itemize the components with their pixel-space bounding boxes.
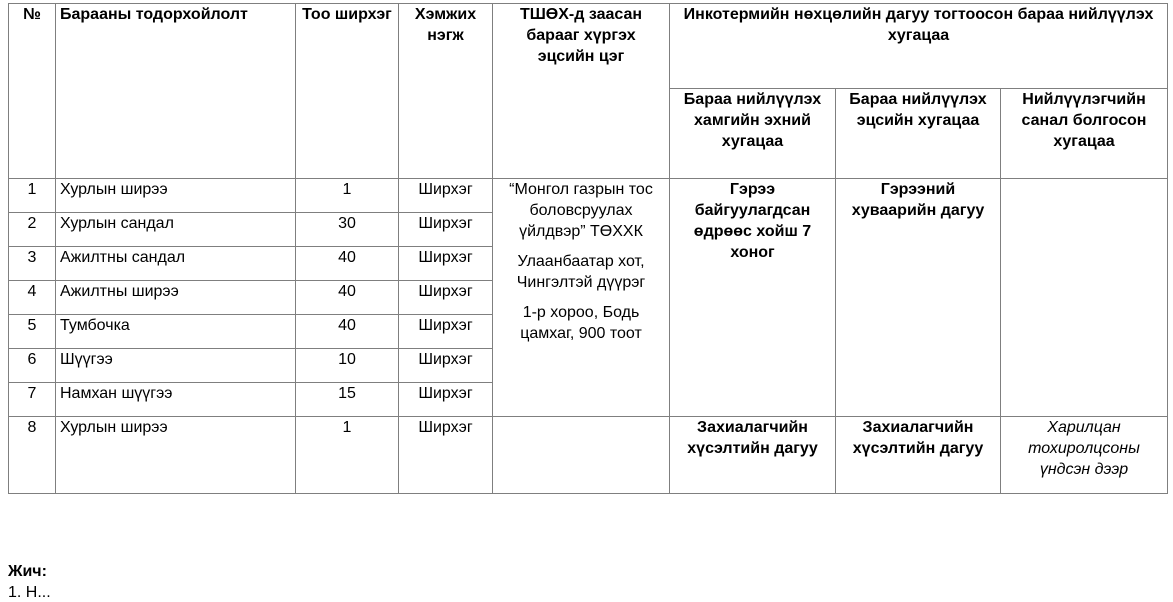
note-title: Жич:: [8, 563, 47, 580]
row-quantity: 40: [296, 247, 399, 281]
row-unit: Ширхэг: [399, 349, 493, 383]
row-no: 4: [9, 281, 56, 315]
row-quantity: 40: [296, 315, 399, 349]
row-quantity: 10: [296, 349, 399, 383]
delivery-city: Улаанбаатар хот, Чингэлтэй дүүрэг: [516, 253, 646, 291]
supplier-term-cell: [1001, 179, 1168, 417]
final-term-cell: Гэрээний хуваарийн дагуу: [836, 179, 1001, 417]
row-unit: Ширхэг: [399, 247, 493, 281]
row-8-final-term: Захиалагчийн хүсэлтийн дагуу: [836, 417, 1001, 494]
delivery-company: “Монгол газрын тос боловсруулах үйлдвэр” ТӨХХК: [509, 181, 653, 240]
row-quantity: 15: [296, 383, 399, 417]
row-no: 8: [9, 417, 56, 494]
note-first-line: 1. Н...: [8, 584, 51, 601]
row-description: Намхан шүүгээ: [56, 383, 296, 417]
row-description: Тумбочка: [56, 315, 296, 349]
header-no: №: [9, 4, 56, 179]
row-unit: Ширхэг: [399, 417, 493, 494]
row-description: Ажилтны сандал: [56, 247, 296, 281]
header-final: Бараа нийлүүлэх эцсийн хугацаа: [836, 89, 1001, 179]
row-quantity: 30: [296, 213, 399, 247]
row-quantity: 1: [296, 179, 399, 213]
delivery-address: 1-р хороо, Бодь цамхаг, 900 тоот: [520, 304, 642, 342]
row-no: 7: [9, 383, 56, 417]
row-unit: Ширхэг: [399, 179, 493, 213]
table-row: [9, 179, 1168, 213]
row-description: Ажилтны ширээ: [56, 281, 296, 315]
delivery-schedule-table: [8, 3, 1168, 494]
header-description: Барааны тодорхойлолт: [56, 4, 296, 179]
row-no: 2: [9, 213, 56, 247]
row-unit: Ширхэг: [399, 281, 493, 315]
header-unit: Хэмжих нэгж: [399, 4, 493, 179]
row-no: 6: [9, 349, 56, 383]
row-unit: Ширхэг: [399, 383, 493, 417]
row-no: 1: [9, 179, 56, 213]
header-supplier-proposed: Нийлүүлэгчийн санал болгосон хугацаа: [1001, 89, 1168, 179]
header-row-1: [9, 4, 1168, 89]
table-row: [9, 417, 1168, 494]
delivery-place-cell: [493, 179, 670, 417]
row-no: 3: [9, 247, 56, 281]
row-no: 5: [9, 315, 56, 349]
row-description: Хурлын ширээ: [56, 179, 296, 213]
header-earliest: Бараа нийлүүлэх хамгийн эхний хугацаа: [670, 89, 836, 179]
earliest-term-cell: Гэрээ байгуулагдсан өдрөөс хойш 7 хоног: [670, 179, 836, 417]
header-incoterms-group: Инкотермийн нөхцөлийн дагуу тогтоосон бараа нийлүүлэх хугацаа: [670, 4, 1168, 89]
row-8-supplier-term: Харилцан тохиролцсоны үндсэн дээр: [1001, 417, 1168, 494]
row-description: Хурлын сандал: [56, 213, 296, 247]
row-quantity: 40: [296, 281, 399, 315]
row-8-delivery-empty: [493, 417, 670, 494]
row-description: Шүүгээ: [56, 349, 296, 383]
row-unit: Ширхэг: [399, 315, 493, 349]
row-description: Хурлын ширээ: [56, 417, 296, 494]
row-8-earliest-term: Захиалагчийн хүсэлтийн дагуу: [670, 417, 836, 494]
row-quantity: 1: [296, 417, 399, 494]
header-quantity: Тоо ширхэг: [296, 4, 399, 179]
header-delivery-point: ТШӨХ-д заасан барааг хүргэх эцсийн цэг: [493, 4, 670, 179]
row-unit: Ширхэг: [399, 213, 493, 247]
